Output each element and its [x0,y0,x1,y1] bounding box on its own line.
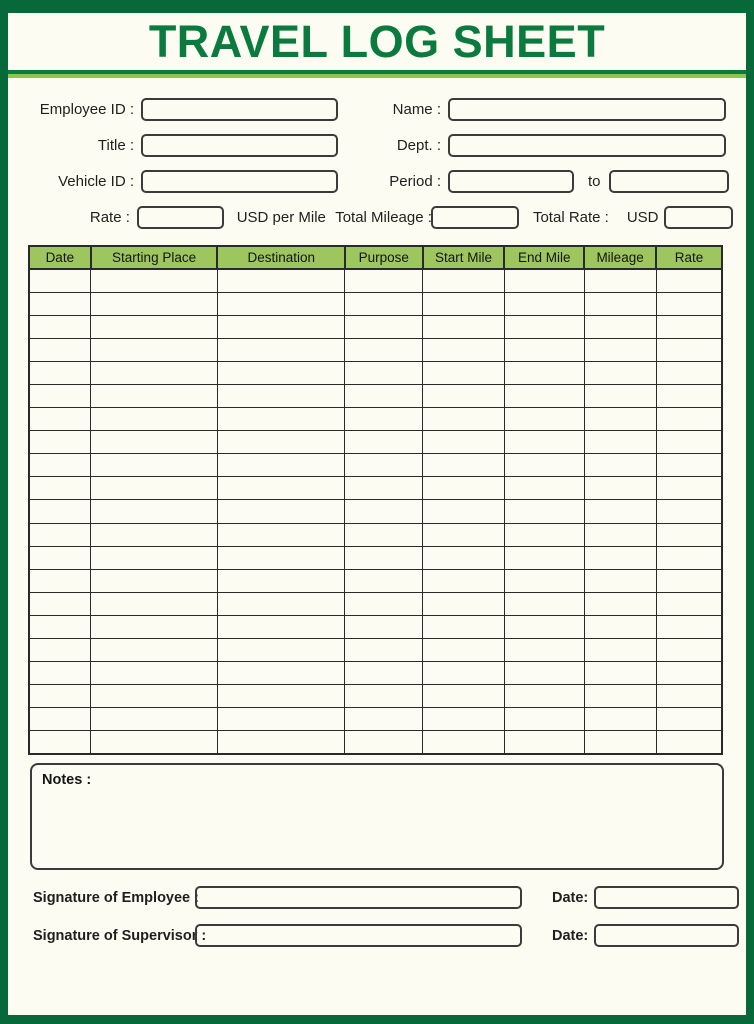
table-cell[interactable] [504,708,584,731]
table-row [29,708,722,731]
table-cell[interactable] [29,592,91,615]
table-cell[interactable] [91,500,218,523]
table-cell[interactable] [504,315,584,338]
table-cell[interactable] [29,454,91,477]
table-cell[interactable] [345,500,423,523]
table-cell[interactable] [91,477,218,500]
form-row-3 [24,170,733,193]
table-cell[interactable] [29,500,91,523]
column-header-mileage: Mileage [584,246,656,269]
table-cell[interactable] [91,685,218,708]
table-cell[interactable] [656,523,722,546]
table-cell[interactable] [423,639,505,662]
table-row [29,454,722,477]
table-cell[interactable] [29,615,91,638]
employee-id-label: Employee ID : [39,101,134,118]
table-cell[interactable] [584,708,656,731]
name-label: Name : [392,101,441,118]
vehicle-id-label: Vehicle ID : [58,173,134,190]
table-cell[interactable] [504,408,584,431]
table-cell[interactable] [584,546,656,569]
table-row [29,477,722,500]
table-cell[interactable] [345,431,423,454]
total-rate-field[interactable] [664,206,733,229]
table-cell[interactable] [29,361,91,384]
table-row [29,408,722,431]
table-cell[interactable] [584,523,656,546]
table-cell[interactable] [29,685,91,708]
table-cell[interactable] [656,708,722,731]
table-cell[interactable] [217,731,345,754]
table-cell[interactable] [504,662,584,685]
table-cell[interactable] [504,477,584,500]
table-cell[interactable] [656,569,722,592]
vehicle-id-field[interactable] [141,170,338,193]
table-cell[interactable] [29,384,91,407]
table-row [29,269,722,292]
table-cell[interactable] [656,731,722,754]
table-cell[interactable] [217,639,345,662]
table-header [29,246,722,269]
table-cell[interactable] [504,615,584,638]
table-row [29,523,722,546]
table-cell[interactable] [91,615,218,638]
table-cell[interactable] [504,384,584,407]
table-cell[interactable] [217,569,345,592]
total-rate-currency-label: USD [626,209,659,226]
table-cell[interactable] [29,546,91,569]
table-cell[interactable] [91,546,218,569]
table-cell[interactable] [217,408,345,431]
table-cell[interactable] [217,615,345,638]
table-row [29,731,722,754]
table-cell[interactable] [656,269,722,292]
table-cell[interactable] [584,615,656,638]
table-row [29,292,722,315]
table-cell[interactable] [423,454,505,477]
table-row [29,639,722,662]
table-cell[interactable] [584,292,656,315]
table-cell[interactable] [217,592,345,615]
table-cell[interactable] [656,500,722,523]
table-cell[interactable] [345,639,423,662]
table-cell[interactable] [423,292,505,315]
table-cell[interactable] [29,408,91,431]
total-rate-label: Total Rate : [532,209,609,226]
table-cell[interactable] [584,408,656,431]
dept-field[interactable] [448,134,726,157]
signature-employee-label: Signature of Employee : [33,889,199,906]
table-row [29,500,722,523]
title-field[interactable] [141,134,338,157]
signature-supervisor-label: Signature of Supervisor : [33,927,207,944]
table-row [29,685,722,708]
table-cell[interactable] [345,361,423,384]
name-field[interactable] [448,98,726,121]
table-cell[interactable] [345,338,423,361]
table-cell[interactable] [584,685,656,708]
dept-label: Dept. : [396,137,441,154]
table-cell[interactable] [29,315,91,338]
table-cell[interactable] [91,662,218,685]
table-cell[interactable] [91,523,218,546]
notes-label: Notes : [42,771,92,788]
table-cell[interactable] [656,454,722,477]
table-cell[interactable] [656,685,722,708]
page-title: TRAVEL LOG SHEET [148,15,606,67]
period-to-field[interactable] [609,170,729,193]
title-rule-light [8,74,746,78]
table-row [29,592,722,615]
table-cell[interactable] [423,361,505,384]
table-cell[interactable] [656,408,722,431]
table-cell[interactable] [29,338,91,361]
table-row [29,431,722,454]
notes-box[interactable] [30,763,724,870]
table-cell[interactable] [29,569,91,592]
table-cell[interactable] [423,662,505,685]
title-label: Title : [97,137,134,154]
table-cell[interactable] [584,639,656,662]
table-cell[interactable] [345,269,423,292]
table-cell[interactable] [345,569,423,592]
table-cell[interactable] [217,361,345,384]
table-cell[interactable] [584,592,656,615]
table-row [29,338,722,361]
table-cell[interactable] [91,292,218,315]
rate-unit-label: USD per Mile [236,209,326,226]
table-cell[interactable] [423,269,505,292]
period-label: Period : [389,173,441,190]
table-cell[interactable] [504,361,584,384]
table-cell[interactable] [345,523,423,546]
table-cell[interactable] [345,592,423,615]
table-cell[interactable] [584,477,656,500]
table-cell[interactable] [91,569,218,592]
table-row [29,361,722,384]
table-cell[interactable] [29,292,91,315]
header-form [8,98,746,229]
form-row-4 [24,206,733,229]
table-cell[interactable] [217,269,345,292]
table-cell[interactable] [423,569,505,592]
form-row-2 [24,134,733,157]
table-cell[interactable] [217,454,345,477]
table-cell[interactable] [656,546,722,569]
table-cell[interactable] [91,361,218,384]
table-cell[interactable] [91,454,218,477]
table-cell[interactable] [29,477,91,500]
table-cell[interactable] [504,454,584,477]
table-cell[interactable] [504,685,584,708]
table-cell[interactable] [423,408,505,431]
column-header-starting-place: Starting Place [91,246,218,269]
table-cell[interactable] [91,431,218,454]
rate-label: Rate : [89,209,130,226]
table-cell[interactable] [345,731,423,754]
table-cell[interactable] [29,639,91,662]
table-cell[interactable] [91,269,218,292]
table-cell[interactable] [217,477,345,500]
table-cell[interactable] [584,500,656,523]
table-cell[interactable] [504,269,584,292]
table-cell[interactable] [584,361,656,384]
table-cell[interactable] [345,315,423,338]
table-cell[interactable] [29,431,91,454]
table-cell[interactable] [345,384,423,407]
table-cell[interactable] [217,523,345,546]
table-cell[interactable] [656,431,722,454]
table-cell[interactable] [423,546,505,569]
table-cell[interactable] [423,523,505,546]
table-cell[interactable] [656,384,722,407]
table-cell[interactable] [423,731,505,754]
signature-supervisor-field[interactable] [195,924,522,947]
table-cell[interactable] [91,708,218,731]
employee-id-field[interactable] [141,98,338,121]
table-cell[interactable] [504,546,584,569]
signature-supervisor-date-label: Date: [552,927,589,944]
signature-row-supervisor [33,924,746,948]
table-cell[interactable] [29,269,91,292]
table-cell[interactable] [504,569,584,592]
table-row [29,662,722,685]
table-cell[interactable] [345,477,423,500]
table-cell[interactable] [29,731,91,754]
table-cell[interactable] [423,592,505,615]
table-row [29,546,722,569]
table-cell[interactable] [656,615,722,638]
table-cell[interactable] [423,315,505,338]
table-cell[interactable] [217,315,345,338]
table-cell[interactable] [217,685,345,708]
column-header-date: Date [29,246,91,269]
column-header-start-mile: Start Mile [423,246,505,269]
table-cell[interactable] [584,269,656,292]
table-cell[interactable] [217,708,345,731]
table-cell[interactable] [91,384,218,407]
table-cell[interactable] [584,431,656,454]
table-cell[interactable] [584,569,656,592]
table-cell[interactable] [504,292,584,315]
rate-field[interactable] [137,206,224,229]
table-cell[interactable] [423,685,505,708]
table-cell[interactable] [656,639,722,662]
table-cell[interactable] [345,546,423,569]
table-cell[interactable] [91,639,218,662]
table-cell[interactable] [504,731,584,754]
table-cell[interactable] [345,454,423,477]
table-row [29,384,722,407]
period-to-label: to [588,173,601,190]
table-cell[interactable] [504,639,584,662]
table-cell[interactable] [656,315,722,338]
table-cell[interactable] [423,338,505,361]
table-cell[interactable] [345,708,423,731]
table-cell[interactable] [656,662,722,685]
table-body [29,269,722,754]
table-cell[interactable] [423,384,505,407]
table-cell[interactable] [345,685,423,708]
table-cell[interactable] [217,431,345,454]
table-cell[interactable] [584,454,656,477]
table-cell[interactable] [423,431,505,454]
table-cell[interactable] [656,592,722,615]
table-cell[interactable] [656,361,722,384]
table-cell[interactable] [584,662,656,685]
table-cell[interactable] [423,615,505,638]
period-from-field[interactable] [448,170,574,193]
table-cell[interactable] [217,384,345,407]
total-mileage-field[interactable] [431,206,519,229]
table-cell[interactable] [217,662,345,685]
signature-employee-date-field[interactable] [594,886,739,909]
table-cell[interactable] [584,731,656,754]
column-header-purpose: Purpose [345,246,423,269]
table-row [29,615,722,638]
table-cell[interactable] [656,477,722,500]
signature-employee-field[interactable] [195,886,522,909]
table-row [29,315,722,338]
table-cell[interactable] [217,546,345,569]
table-cell[interactable] [584,338,656,361]
total-mileage-label: Total Mileage : [335,209,432,226]
table-cell[interactable] [91,592,218,615]
column-header-rate: Rate [656,246,722,269]
table-cell[interactable] [504,500,584,523]
column-header-destination: Destination [217,246,345,269]
table-cell[interactable] [504,338,584,361]
travel-log-table [28,245,723,755]
table-cell[interactable] [91,338,218,361]
table-cell[interactable] [29,662,91,685]
table-cell[interactable] [504,523,584,546]
table-cell[interactable] [91,408,218,431]
form-row-1 [24,98,733,121]
table-cell[interactable] [504,431,584,454]
table-cell[interactable] [91,731,218,754]
table-cell[interactable] [217,338,345,361]
table-cell[interactable] [584,384,656,407]
table-cell[interactable] [584,315,656,338]
table-cell[interactable] [217,292,345,315]
table-cell[interactable] [423,500,505,523]
table-cell[interactable] [345,615,423,638]
table-row [29,569,722,592]
table-cell[interactable] [656,338,722,361]
table-cell[interactable] [423,708,505,731]
signature-supervisor-date-field[interactable] [594,924,739,947]
table-header-row [29,246,722,269]
table-cell[interactable] [29,708,91,731]
table-cell[interactable] [345,408,423,431]
table-cell[interactable] [91,315,218,338]
column-header-end-mile: End Mile [504,246,584,269]
signature-row-employee [33,886,746,910]
table-cell[interactable] [345,662,423,685]
table-cell[interactable] [217,500,345,523]
table-cell[interactable] [423,477,505,500]
table-cell[interactable] [504,592,584,615]
table-cell[interactable] [656,292,722,315]
table-cell[interactable] [29,523,91,546]
signature-employee-date-label: Date: [552,889,589,906]
table-cell[interactable] [345,292,423,315]
